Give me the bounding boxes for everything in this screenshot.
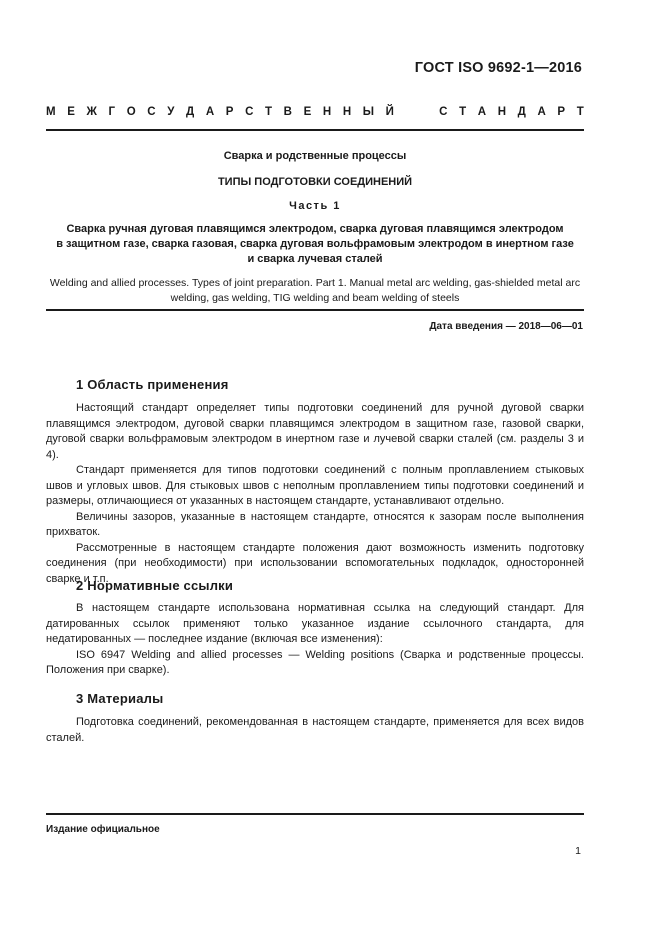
banner-letter: А — [537, 106, 546, 118]
banner-letter: Й — [385, 106, 394, 118]
paragraph: Подготовка соединений, рекомендованная в настоящем стандарте, применяется для всех видов сталей. — [46, 716, 584, 744]
banner-letter: М — [46, 106, 56, 118]
banner-letter: С — [439, 106, 448, 118]
english-title-line: welding, gas welding, TIG welding and beam welding of steels — [170, 291, 460, 304]
banner-letter: Н — [342, 106, 352, 118]
banner-letter: А — [477, 106, 487, 118]
paragraph: Настоящий стандарт определяет типы подготовки соединений для ручной дуговой сварки плавящимся электродом, дуговой сварки плавящимся электродом в защитном газе, газовой сварки, дуговой сварки вольфрамовым электродом в инертном газе и лучевой сварки сталей (см. разделы 3 и 4). — [46, 402, 584, 461]
paragraph: Рассмотренные в настоящем стандарте положения дают возможность изменить подготовку соединения (при необходимости) при использовании вспомогательных подкладок, односторонней сварке и т.п. — [46, 541, 584, 585]
subtitle-line: в защитном газе, сварка газовая, сварка дуговая вольфрамовым электродом в инертном газе — [56, 238, 574, 250]
main-title: ТИПЫ ПОДГОТОВКИ СОЕДИНЕНИЙ — [217, 176, 413, 188]
banner-letter: Ы — [362, 106, 375, 118]
banner-letter: Ж — [86, 106, 97, 118]
english-title-line: Welding and allied processes. Types of joint preparation. Part 1. Manual metal arc welding, gas-shielded metal arc — [49, 277, 581, 289]
top-divider — [46, 129, 584, 131]
series-title: Сварка и родственные процессы — [223, 150, 407, 162]
official-edition-label: Издание официальное — [46, 824, 160, 835]
section-heading-scope: 1 Область применения — [76, 377, 229, 392]
section-heading-normative-references: 2 Нормативные ссылки — [76, 578, 234, 593]
section-scope-body — [0, 401, 584, 587]
section-materials-body — [0, 715, 584, 746]
footer-divider — [46, 813, 584, 815]
banner-letter: О — [126, 106, 136, 118]
banner-letter: Р — [557, 106, 566, 118]
banner-letter: Д — [186, 106, 195, 118]
banner-letter: Н — [497, 106, 507, 118]
part-title: Часть 1 — [289, 200, 341, 212]
paragraph: Стандарт применяется для типов подготовки соединений с полным проплавлением стыковых швов и угловых швов. Для стыковых швов с неполным проплавлением типы подготовки соединений и размеры, отличающиеся от указанных в настоящем стандарте, устанавливают отдельно. — [46, 464, 584, 507]
banner-letter: А — [205, 106, 215, 118]
banner-letter: Н — [322, 106, 332, 118]
section-references-body — [0, 601, 584, 679]
banner-letter: С — [147, 106, 156, 118]
subtitle — [46, 222, 584, 267]
banner-gap — [406, 106, 428, 118]
banner-letter: С — [245, 106, 254, 118]
standard-code: ГОСТ ISO 9692-1—2016 — [414, 60, 582, 76]
banner-letter: У — [167, 106, 175, 118]
banner-letter: Т — [265, 106, 273, 118]
section-heading-materials: 3 Материалы — [76, 691, 164, 706]
banner-letter: Т — [576, 106, 584, 118]
paragraph: В настоящем стандарте использована нормативная ссылка на следующий стандарт. Для датированных ссылок применяют только указанное издание ссылочного стандарта, для недатированных — последнее издание (включая все изменения): — [46, 602, 584, 645]
paragraph: Величины зазоров, указанные в настоящем стандарте, относятся к зазорам после выполнения прихваток. — [46, 510, 584, 538]
effective-date: Дата введения — 2018—06—01 — [429, 321, 583, 332]
english-title — [46, 276, 584, 305]
banner-letter: Е — [303, 106, 312, 118]
page-number: 1 — [575, 845, 581, 857]
banner-letter: Е — [67, 106, 75, 118]
banner-letter: Г — [108, 106, 116, 118]
interstate-standard-banner — [46, 106, 584, 118]
reference-entry: ISO 6947 Welding and allied processes — Welding positions (Сварка и родственные процессы. Положения при сварке). — [46, 648, 584, 676]
banner-letter: Р — [225, 106, 234, 118]
banner-letter: Д — [517, 106, 526, 118]
banner-letter: Т — [459, 106, 467, 118]
title-divider — [46, 309, 584, 311]
subtitle-line: Сварка ручная дуговая плавящимся электродом, сварка дуговая плавящимся электродом — [66, 223, 564, 235]
banner-letter: В — [283, 106, 292, 118]
subtitle-line: и сварка лучевая сталей — [247, 253, 383, 265]
